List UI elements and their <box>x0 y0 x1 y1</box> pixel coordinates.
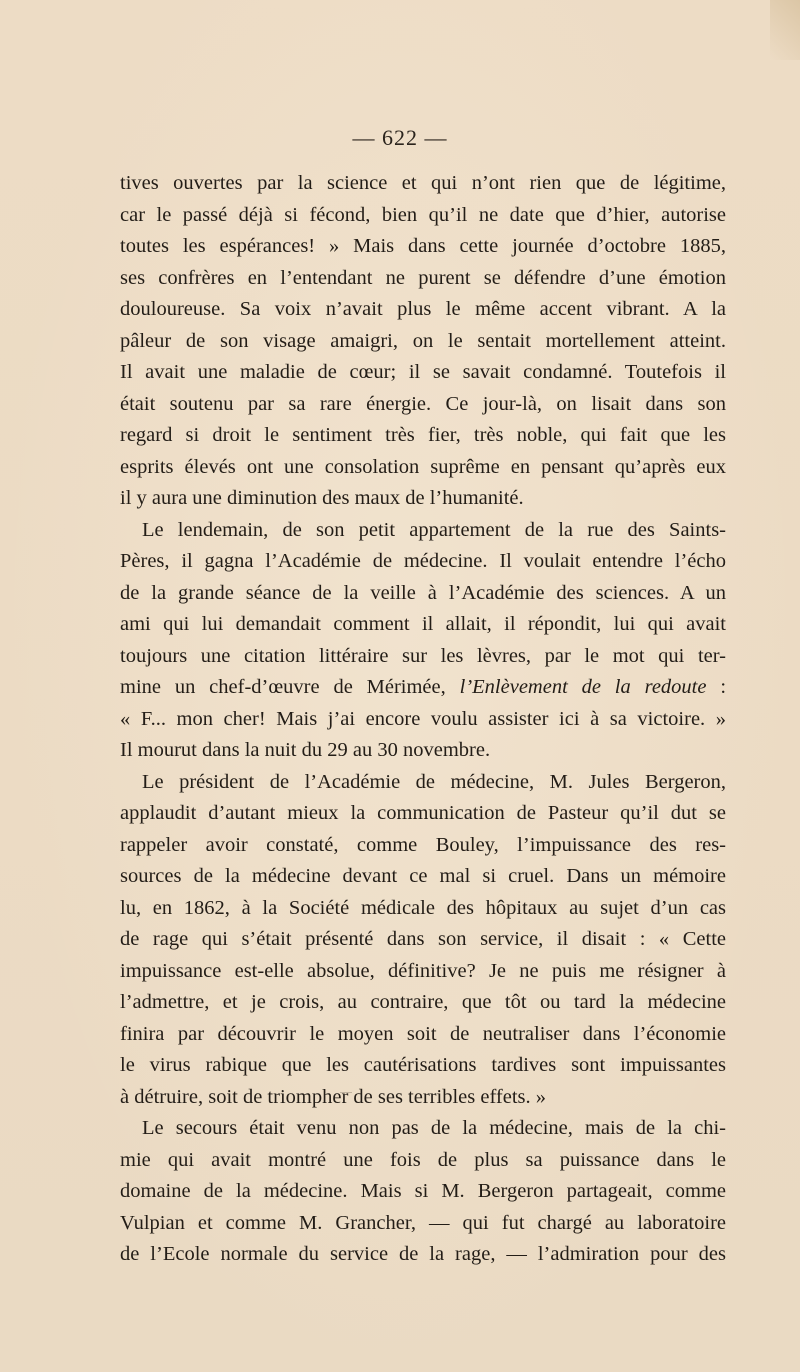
text-line: toutes les espérances! » Mais dans cette journée d’octobre 1885, <box>120 235 726 257</box>
text-line: de rage qui s’était présenté dans son service, il disait : « Cette <box>120 928 726 950</box>
text-line: esprits élevés ont une consolation suprême en pensant qu’après eux <box>120 455 726 478</box>
text-line: « F... mon cher! Mais j’ai encore voulu assister ici à sa victoire. » <box>120 707 726 730</box>
text-line: applaudit d’autant mieux la communication de Pasteur qu’il dut se <box>120 802 726 824</box>
text-line: domaine de la médecine. Mais si M. Bergeron partageait, comme <box>120 1180 726 1202</box>
text-line: Le secours était venu non pas de la médecine, mais de la chi- <box>142 1117 726 1139</box>
text-line: il y aura une diminution des maux de l’humanité. <box>120 487 524 509</box>
print-speck <box>340 1092 352 1093</box>
text-line: Vulpian et comme M. Grancher, — qui fut chargé au laboratoire <box>120 1211 726 1234</box>
text-segment: : <box>706 676 727 698</box>
text-line: impuissance est-elle absolue, définitive? Je ne puis me résigner à <box>120 959 726 982</box>
text-line: car le passé déjà si fécond, bien qu’il ne date que d’hier, autorise <box>120 203 726 226</box>
text-line: Pères, il gagna l’Académie de médecine. Il voulait entendre l’écho <box>120 550 726 572</box>
text-line: lu, en 1862, à la Société médicale des hôpitaux au sujet d’un cas <box>120 896 726 919</box>
text-line: pâleur de son visage amaigri, on le sentait mortellement atteint. <box>120 329 726 352</box>
text-line: à détruire, soit de triompher de ses terribles effets. » <box>120 1085 546 1108</box>
book-title-italic: l’Enlèvement de la redoute <box>459 676 707 698</box>
text-line: le virus rabique que les cautérisations tardives sont impuissantes <box>120 1054 726 1076</box>
text-line: sources de la médecine devant ce mal si cruel. Dans un mémoire <box>120 865 726 887</box>
text-line: mie qui avait montré une fois de plus sa puissance dans le <box>120 1148 726 1171</box>
text-line: finira par découvrir le moyen soit de neutraliser dans l’économie <box>120 1022 726 1045</box>
text-line-with-title <box>120 672 726 704</box>
page-number: — 622 — <box>352 125 448 150</box>
text-line: de l’Ecole normale du service de la rage, — l’admiration pour des <box>120 1243 726 1265</box>
text-line: de la grande séance de la veille à l’Académie des sciences. A un <box>120 581 726 604</box>
text-line: l’admettre, et je crois, au contraire, que tôt ou tard la médecine <box>120 991 726 1013</box>
text-line: était soutenu par sa rare énergie. Ce jour-là, on lisait dans son <box>120 392 726 415</box>
text-line: ami qui lui demandait comment il allait, il répondit, lui qui avait <box>120 613 726 635</box>
text-line: douloureuse. Sa voix n’avait plus le même accent vibrant. A la <box>120 298 726 320</box>
text-line: Le lendemain, de son petit appartement de la rue des Saints- <box>142 518 726 541</box>
body-text <box>120 168 726 1271</box>
text-line: rappeler avoir constaté, comme Bouley, l’impuissance des res- <box>120 833 726 856</box>
text-line: Il mourut dans la nuit du 29 au 30 novembre. <box>120 739 491 761</box>
text-line: Le président de l’Académie de médecine, M. Jules Bergeron, <box>142 770 726 793</box>
text-line: toujours une citation littéraire sur les lèvres, par le mot qui ter- <box>120 644 726 667</box>
text-line: Il avait une maladie de cœur; il se savait condamné. Toutefois il <box>120 361 726 383</box>
page-corner-shade <box>770 0 800 60</box>
text-line: ses confrères en l’entendant ne purent se défendre d’une émotion <box>120 266 726 289</box>
text-segment: mine un chef-d’œuvre de Mérimée, <box>120 676 446 698</box>
text-line: regard si droit le sentiment très fier, très noble, qui fait que les <box>120 424 726 446</box>
text-line: tives ouvertes par la science et qui n’ont rien que de légitime, <box>120 172 726 194</box>
